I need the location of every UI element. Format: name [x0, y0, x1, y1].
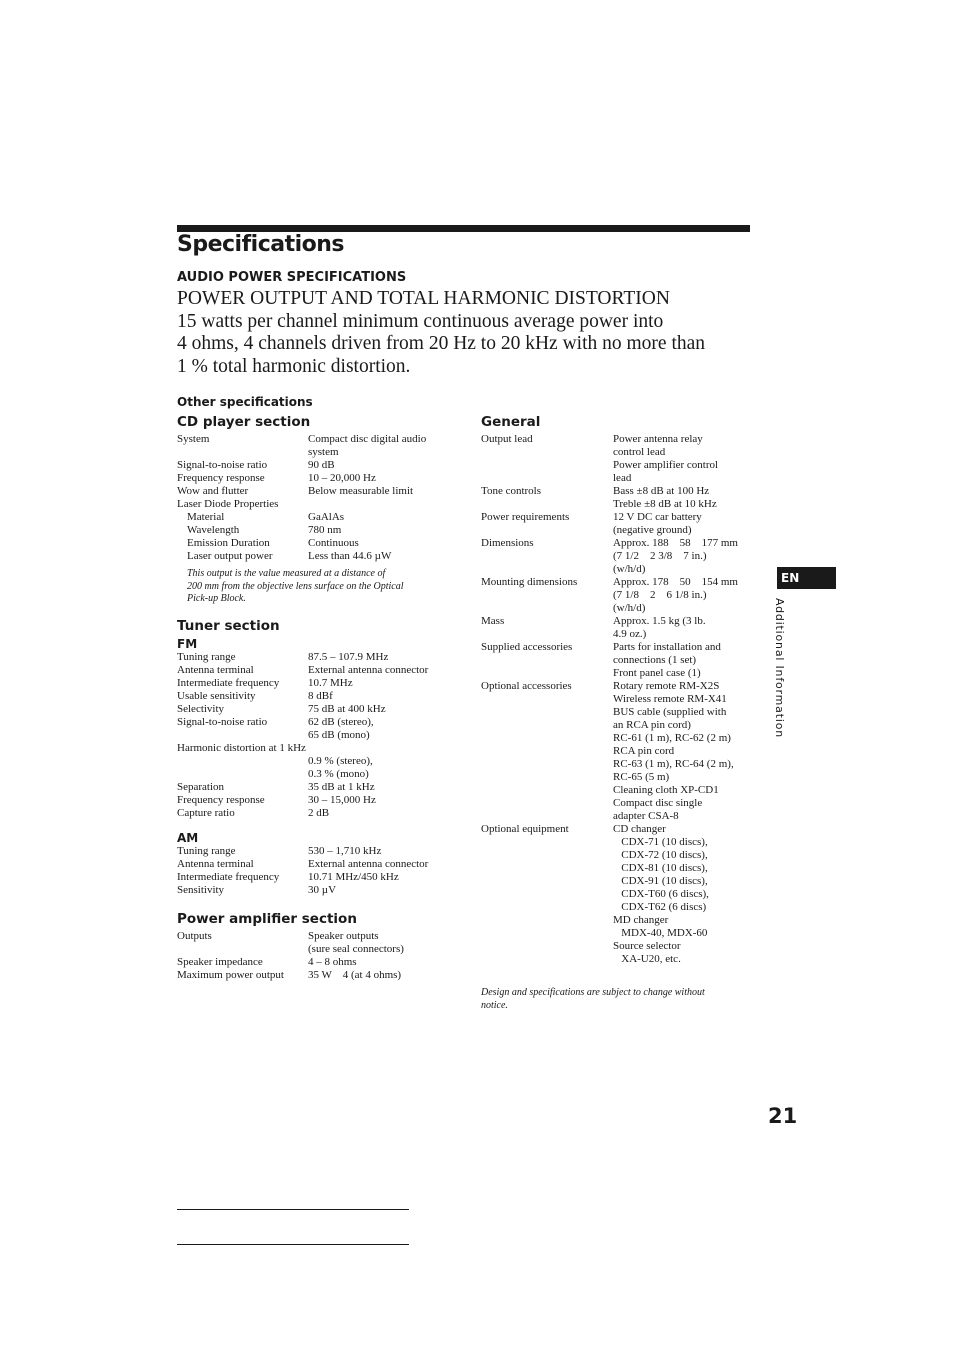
- spec-label: Power requirements: [481, 511, 570, 523]
- spec-value: XA-U20, etc.: [613, 953, 681, 965]
- note-line: Design and specifications are subject to change without: [481, 987, 705, 998]
- spec-value: Wireless remote RM-X41: [613, 693, 727, 705]
- design-change-note: [481, 987, 705, 1012]
- spec-value: Below measurable limit: [308, 485, 414, 497]
- general-section-heading: General: [481, 414, 541, 430]
- spec-value: Compact disc digital audio: [308, 433, 427, 445]
- spec-value: adapter CSA-8: [613, 810, 679, 822]
- spec-label: Laser output power: [187, 550, 273, 562]
- spec-value: (negative ground): [613, 524, 692, 536]
- spec-value: Speaker outputs: [308, 930, 379, 942]
- spec-value: GaAlAs: [308, 511, 345, 523]
- spec-value: Approx. 1.5 kg (3 lb.: [613, 615, 706, 627]
- spec-value: 12 V DC car battery: [613, 511, 702, 523]
- cd-laser-note: [187, 568, 404, 606]
- spec-value: 0.3 % (mono): [308, 768, 369, 780]
- spec-value: 90 dB: [308, 459, 335, 471]
- spec-value: Power antenna relay: [613, 433, 703, 445]
- spec-label: Emission Duration: [187, 537, 270, 549]
- spec-value: Rotary remote RM-X2S: [613, 680, 720, 692]
- spec-value: (w/h/d): [613, 563, 646, 575]
- spec-label: Dimensions: [481, 537, 534, 549]
- spec-value: Cleaning cloth XP-CD1: [613, 784, 719, 796]
- header-rule: [177, 225, 750, 232]
- spec-value: CDX-71 (10 discs),: [613, 836, 708, 848]
- spec-label: Output lead: [481, 433, 533, 445]
- am-label: AM: [177, 831, 199, 845]
- spec-label: Tuning range: [177, 651, 236, 663]
- spec-label: Capture ratio: [177, 807, 235, 819]
- spec-label: Optional accessories: [481, 680, 572, 692]
- spec-label: Antenna terminal: [177, 858, 254, 870]
- spec-value: CDX-T62 (6 discs): [613, 901, 707, 913]
- spec-label: Usable sensitivity: [177, 690, 256, 702]
- spec-value: 10.71 MHz/450 kHz: [308, 871, 399, 883]
- spec-value: External antenna connector: [308, 664, 429, 676]
- tuner-section-heading: Tuner section: [177, 618, 280, 634]
- spec-value: Approx. 188 58 177 mm: [613, 537, 738, 549]
- spec-value: CD changer: [613, 823, 666, 835]
- spec-value: (w/h/d): [613, 602, 646, 614]
- spec-value: Treble ±8 dB at 10 kHz: [613, 498, 717, 510]
- spec-value: 8 dBf: [308, 690, 333, 702]
- spec-value: 780 nm: [308, 524, 342, 536]
- spec-value: 4.9 oz.): [613, 628, 647, 640]
- footer-rule: [177, 1244, 409, 1245]
- spec-value: 62 dB (stereo),: [308, 716, 374, 728]
- spec-value: CDX-T60 (6 discs),: [613, 888, 709, 900]
- spec-value: Power amplifier control: [613, 459, 719, 471]
- spec-label: Intermediate frequency: [177, 677, 280, 689]
- spec-value: 2 dB: [308, 807, 330, 819]
- spec-value: 75 dB at 400 kHz: [308, 703, 386, 715]
- spec-value: CDX-72 (10 discs),: [613, 849, 708, 861]
- spec-value: Continuous: [308, 537, 359, 549]
- spec-label: Optional equipment: [481, 823, 569, 835]
- spec-value: 0.9 % (stereo),: [308, 755, 373, 767]
- spec-value: RC-61 (1 m), RC-62 (2 m): [613, 732, 731, 744]
- spec-value: 30 µV: [308, 884, 337, 896]
- amp-section-heading: Power amplifier section: [177, 911, 357, 927]
- spec-label: Harmonic distortion at 1 kHz: [177, 742, 306, 754]
- audio-line: 4 ohms, 4 channels driven from 20 Hz to 20 kHz with no more than: [177, 333, 706, 354]
- spec-label: Mounting dimensions: [481, 576, 578, 588]
- page-title: Specifications: [177, 232, 345, 257]
- spec-value: an RCA pin cord): [613, 719, 691, 731]
- spec-value: External antenna connector: [308, 858, 429, 870]
- spec-label: Sensitivity: [177, 884, 225, 896]
- spec-value: Bass ±8 dB at 100 Hz: [613, 485, 710, 497]
- note-line: 200 mm from the objective lens surface on the Optical: [187, 580, 404, 592]
- audio-line: 15 watts per channel minimum continuous average power into: [177, 310, 664, 332]
- spec-label: Antenna terminal: [177, 664, 254, 676]
- spec-label: Intermediate frequency: [177, 871, 280, 883]
- spec-label: Signal-to-noise ratio: [177, 459, 268, 471]
- other-specs-heading: Other specifications: [177, 395, 313, 409]
- spec-label: Wow and flutter: [177, 485, 249, 497]
- spec-label: Separation: [177, 781, 225, 793]
- page-number: 21: [768, 1104, 798, 1128]
- spec-label: Tuning range: [177, 845, 236, 857]
- note-line: notice.: [481, 999, 508, 1011]
- note-line: This output is the value measured at a distance of: [187, 568, 386, 579]
- audio-line: 1 % total harmonic distortion.: [177, 355, 411, 377]
- spec-value: control lead: [613, 446, 666, 458]
- spec-value: MDX-40, MDX-60: [613, 927, 708, 939]
- spec-label: Frequency response: [177, 472, 265, 484]
- spec-value: 10.7 MHz: [308, 677, 353, 689]
- spec-value: 30 – 15,000 Hz: [308, 794, 376, 806]
- footer-rule: [177, 1209, 409, 1210]
- spec-label: Speaker impedance: [177, 956, 263, 968]
- spec-value: Approx. 178 50 154 mm: [613, 576, 738, 588]
- spec-value: 530 – 1,710 kHz: [308, 845, 382, 857]
- spec-label: Maximum power output: [177, 969, 284, 981]
- section-side-label: Additional Information: [773, 598, 786, 738]
- spec-value: RCA pin cord: [613, 745, 675, 757]
- spec-label: System: [177, 433, 210, 445]
- spec-value: MD changer: [613, 914, 669, 926]
- spec-label: Mass: [481, 615, 505, 627]
- spec-value: Parts for installation and: [613, 641, 721, 653]
- spec-label: Signal-to-noise ratio: [177, 716, 268, 728]
- spec-value: Source selector: [613, 940, 681, 952]
- fm-label: FM: [177, 637, 198, 651]
- spec-value: (7 1/2 2 3/8 7 in.): [613, 550, 707, 562]
- audio-power-heading: AUDIO POWER SPECIFICATIONS: [177, 270, 407, 285]
- spec-value: 65 dB (mono): [308, 729, 370, 741]
- spec-value: lead: [613, 472, 632, 484]
- spec-value: RC-65 (5 m): [613, 771, 670, 783]
- note-line: Pick-up Block.: [187, 593, 246, 604]
- spec-label: Supplied accessories: [481, 641, 573, 653]
- cd-section-heading: CD player section: [177, 414, 311, 430]
- spec-value: 87.5 – 107.9 MHz: [308, 651, 389, 663]
- spec-value: Less than 44.6 µW: [308, 550, 392, 562]
- audio-line: POWER OUTPUT AND TOTAL HARMONIC DISTORTION: [177, 288, 670, 309]
- spec-label: Tone controls: [481, 485, 542, 497]
- spec-value: (sure seal connectors): [308, 943, 404, 955]
- spec-value: Front panel case (1): [613, 667, 701, 679]
- spec-value: connections (1 set): [613, 654, 697, 666]
- spec-value: Compact disc single: [613, 797, 703, 809]
- spec-value: system: [308, 446, 339, 458]
- spec-value: 10 – 20,000 Hz: [308, 472, 376, 484]
- spec-value: BUS cable (supplied with: [613, 706, 727, 718]
- spec-value: CDX-81 (10 discs),: [613, 862, 708, 874]
- spec-label: Frequency response: [177, 794, 265, 806]
- spec-value: CDX-91 (10 discs),: [613, 875, 708, 887]
- spec-value: 35 dB at 1 kHz: [308, 781, 375, 793]
- spec-value: 4 – 8 ohms: [308, 956, 357, 968]
- audio-power-statement: [177, 288, 757, 378]
- spec-value: 35 W 4 (at 4 ohms): [308, 969, 402, 981]
- spec-label: Outputs: [177, 930, 212, 942]
- spec-label: Material: [187, 511, 225, 523]
- spec-label: Wavelength: [187, 524, 240, 536]
- spec-label: Laser Diode Properties: [177, 498, 279, 510]
- spec-label: Selectivity: [177, 703, 225, 715]
- spec-value: (7 1/8 2 6 1/8 in.): [613, 589, 707, 601]
- language-tab: EN: [777, 567, 836, 589]
- spec-value: RC-63 (1 m), RC-64 (2 m),: [613, 758, 734, 770]
